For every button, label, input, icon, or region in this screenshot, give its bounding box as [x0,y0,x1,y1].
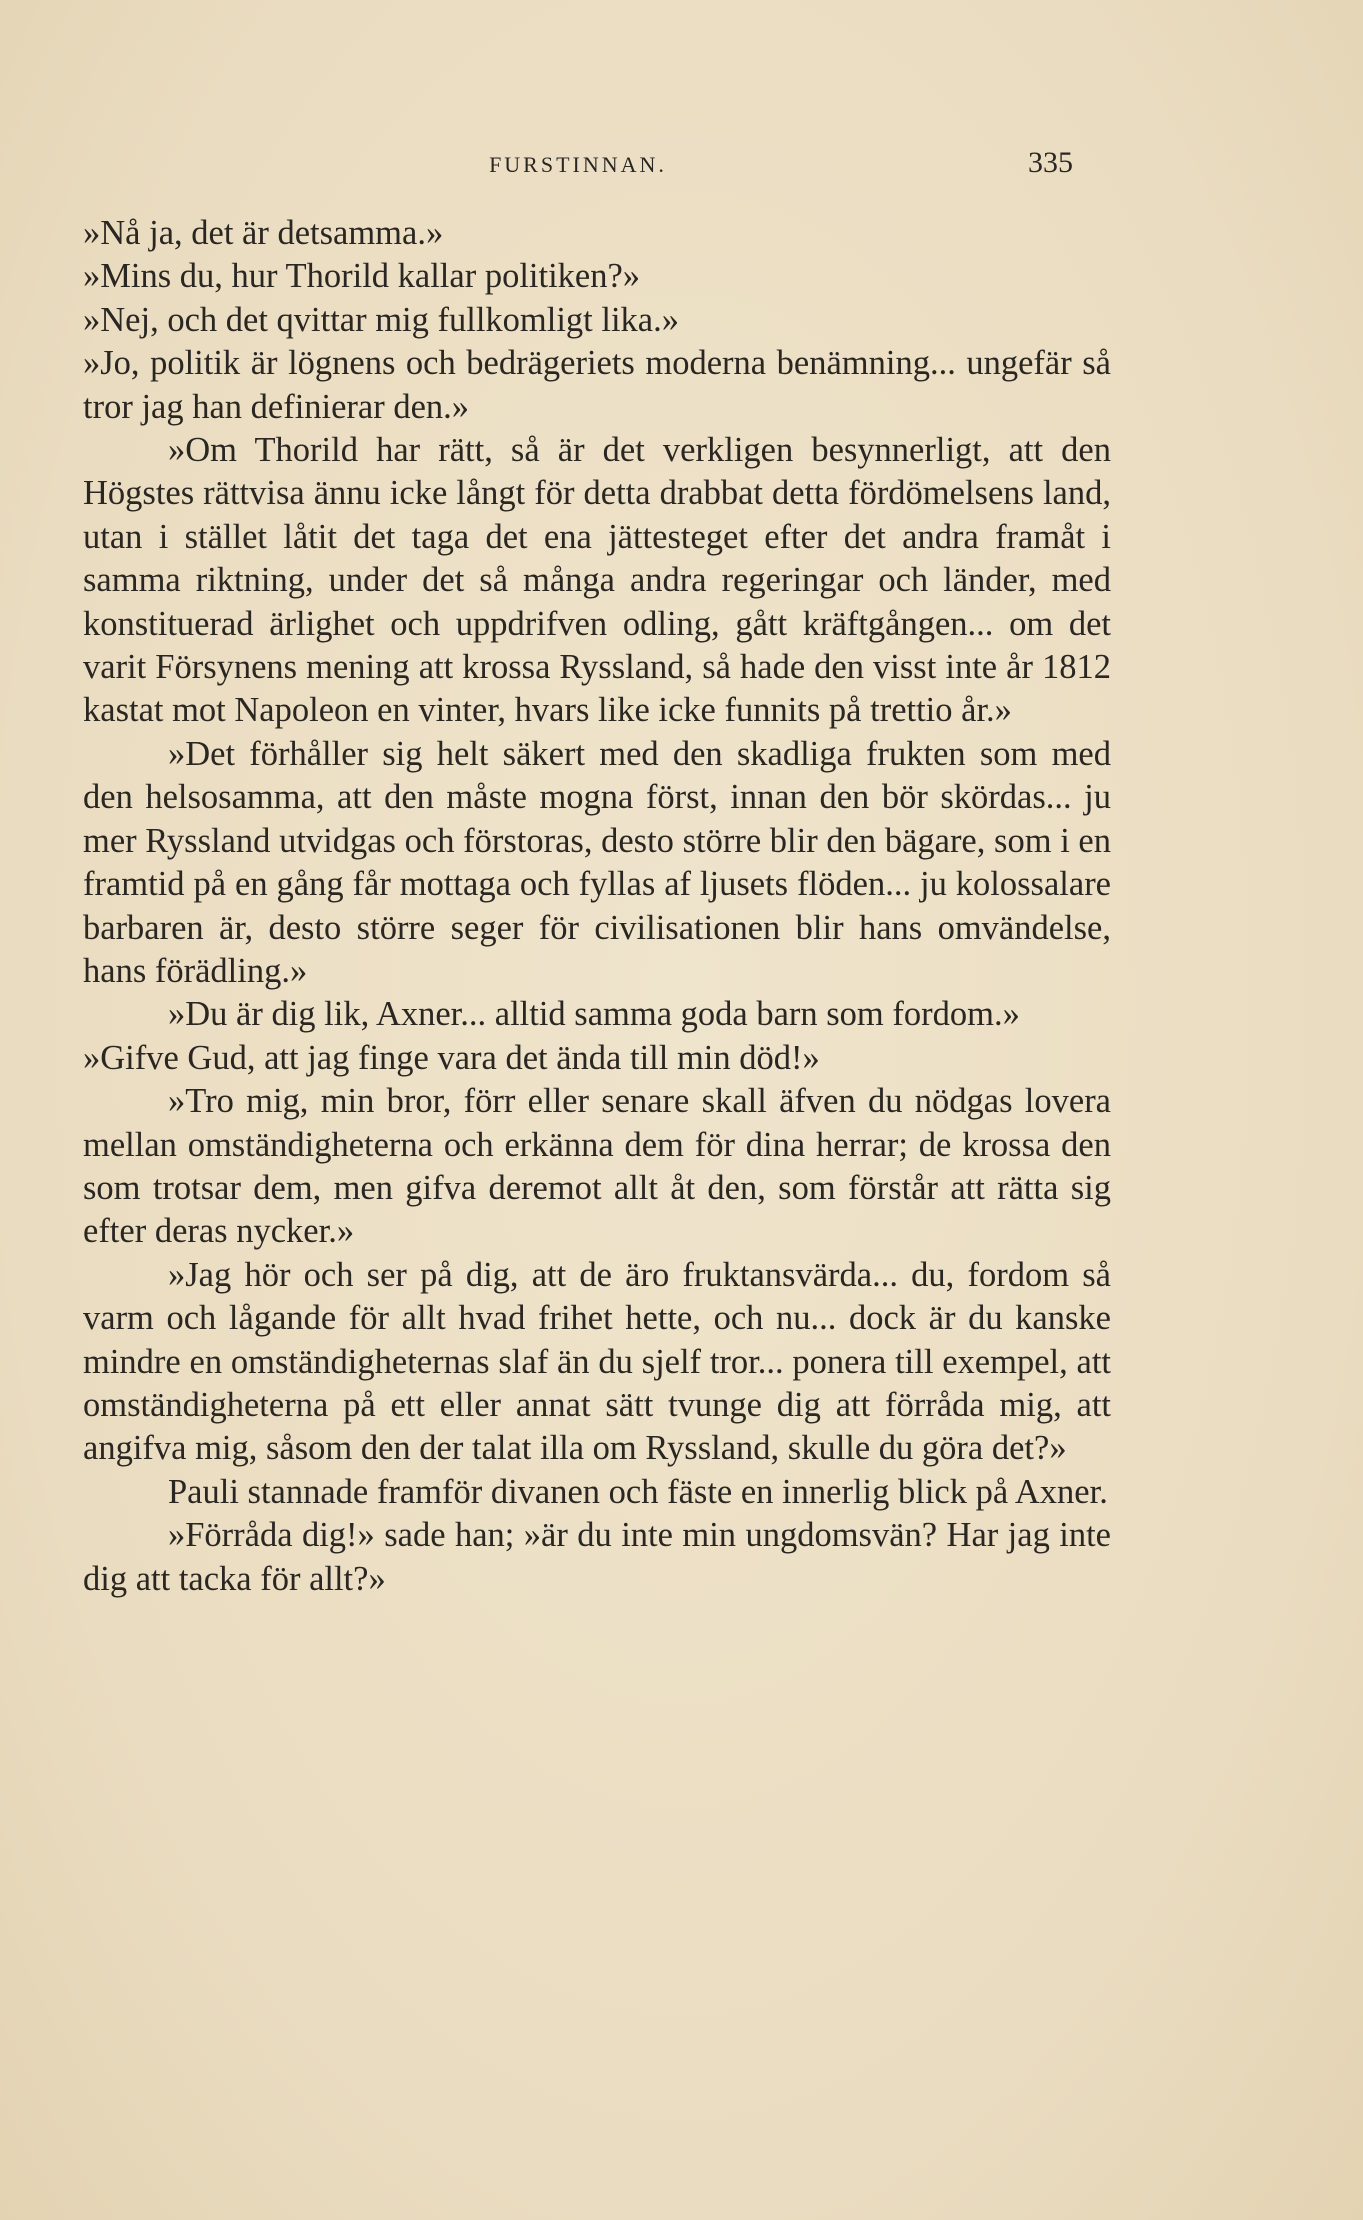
paragraph: »Det förhåller sig helt säkert med den skadliga frukten som med den helsosamma, att den måste mogna först, innan den bör skördas... ju mer Ryssland utvidgas och förstoras, desto större blir den bägare, som i en framtid på en gång får mottaga och fyllas af ljusets flöden... ju kolossalare barbaren är, desto större seger för civilisationen blir hans omvändelse, hans förädling.» [83,734,1111,990]
running-title: FURSTINNAN. [489,152,667,177]
paragraph: »Jag hör och ser på dig, att de äro fruktansvärda... du, fordom så varm och lågande för allt hvad frihet hette, och nu... dock är du kanske mindre en omständigheternas slaf än du sjelf tror... ponera till exempel, att omständigheterna på ett eller annat sätt tvunge dig att förråda mig, att angifva mig, såsom den der talat illa om Ryssland, skulle du göra det?» [83,1255,1111,1468]
paragraph: »Gifve Gud, att jag finge vara det ända till min död!» [83,1038,820,1077]
paragraph: Pauli stannade framför divanen och fäste en innerlig blick på Axner. [168,1472,1108,1511]
paragraph: »Nej, och det qvittar mig fullkomligt lika.» [83,300,679,339]
paragraph: »Förråda dig!» sade han; »är du inte min ungdomsvän? Har jag inte dig att tacka för allt?» [83,1516,1111,1598]
paragraph: »Du är dig lik, Axner... alltid samma goda barn som fordom.» [168,995,1020,1034]
paragraph: »Jo, politik är lögnens och bedrägeriets moderna benämning... ungefär så tror jag han definierar den.» [83,344,1111,426]
paragraph: »Nå ja, det är detsamma.» [83,214,444,252]
paragraph: »Mins du, hur Thorild kallar politiken?» [83,257,641,296]
page-number: 335 [1028,146,1073,179]
paragraph: »Tro mig, min bror, förr eller senare skall äfven du nödgas lovera mellan omständigheterna och erkänna dem för dina herrar; de krossa den som trotsar dem, men gifva deremot allt åt den, som förstår att rätta sig efter deras nycker.» [83,1082,1111,1251]
body-text [83,212,1111,1601]
paragraph: »Om Thorild har rätt, så är det verkligen besynnerligt, att den Högstes rättvisa ännu icke långt för detta drabbat detta fördömelsens land, utan i stället låtit det taga det ena jättesteget efter det andra framåt i samma riktning, under det så många andra regeringar och länder, med konstituerad ärlighet och uppdrifven odling, gått kräftgången... om det varit Försynens mening att krossa Ryssland, så hade den visst inte år 1812 kastat mot Napoleon en vinter, hvars like icke funnits på trettio år.» [83,431,1111,730]
running-head [83,146,1073,186]
